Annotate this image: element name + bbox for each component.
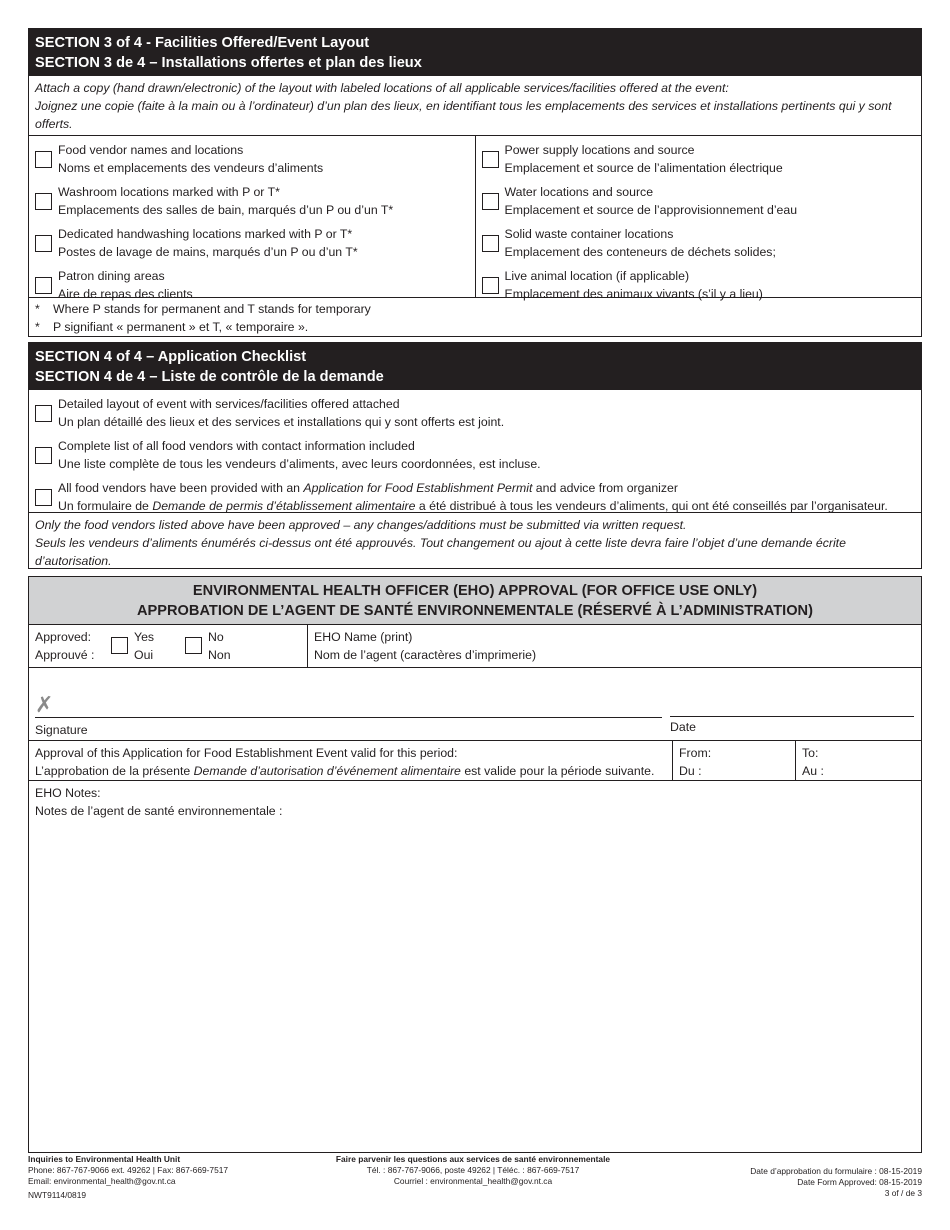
footnote-text-fr: P signifiant « permanent » et T, « temporaire ». xyxy=(53,320,309,334)
eho-approval-row xyxy=(29,624,921,667)
eho-header xyxy=(29,577,921,624)
page-number: 3 of / de 3 xyxy=(884,1188,922,1198)
section-3-instruction-en: Attach a copy (hand drawn/electronic) of the layout with labeled locations of all applicable services/facilities offered at the event: xyxy=(35,81,729,95)
approved-label xyxy=(35,628,111,664)
section-3 xyxy=(28,28,922,337)
facility-checkbox[interactable] xyxy=(35,151,52,168)
footer-mid-title: Faire parvenir les questions aux services de santé environnementale xyxy=(335,1154,611,1164)
form-approved-date-en: Date Form Approved: 08-15-2019 xyxy=(797,1177,922,1187)
to-label-en: To: xyxy=(802,746,819,760)
approved-no-checkbox[interactable] xyxy=(185,637,202,654)
section-3-left-column xyxy=(29,136,475,301)
section-4-title-fr: SECTION 4 de 4 – Liste de contrôle de la demande xyxy=(35,369,384,385)
facility-item xyxy=(29,139,475,181)
checklist-label-fr: Une liste complète de tous les vendeurs d’aliments, avec leurs coordonnées, est incluse. xyxy=(58,457,541,471)
facility-label-en: Washroom locations marked with P or T* xyxy=(58,185,280,199)
approved-cell xyxy=(29,625,307,667)
facility-checkbox[interactable] xyxy=(35,235,52,252)
approved-yes-checkbox[interactable] xyxy=(111,637,128,654)
text-part: est valide pour la période suivante. xyxy=(460,764,655,778)
footer-contact-en xyxy=(28,1154,328,1201)
facility-label-en: Live animal location (if applicable) xyxy=(504,269,690,283)
validity-row xyxy=(29,740,921,780)
no-label xyxy=(208,628,231,664)
facility-label-en: Patron dining areas xyxy=(58,269,165,283)
facility-checkbox[interactable] xyxy=(35,193,52,210)
form-approved-date-fr: Date d’approbation du formulaire : 08-15-2019 xyxy=(750,1166,922,1176)
validity-text xyxy=(29,741,672,780)
notice-fr: Seuls les vendeurs d’aliments énumérés ci-dessus ont été approuvés. Tout changement ou ajout à cette liste devra faire l’objet d’une demande écrite d’autorisation. xyxy=(35,536,846,568)
facility-label-fr: Noms et emplacements des vendeurs d’aliments xyxy=(58,161,324,175)
yes-label xyxy=(134,628,185,664)
facility-label-fr: Postes de lavage de mains, marqués d’un P ou d’un T* xyxy=(58,245,358,259)
approved-label-fr: Approuvé : xyxy=(35,648,95,662)
from-date-field[interactable] xyxy=(672,741,795,780)
section-3-header xyxy=(29,29,921,76)
text-part-italic: Demande d’autorisation d’événement alimentaire xyxy=(193,764,461,778)
section-3-checklist xyxy=(29,135,921,301)
eho-name-label-en: EHO Name (print) xyxy=(314,630,413,644)
facility-item xyxy=(476,223,922,265)
facility-item xyxy=(476,139,922,181)
footer-left-title: Inquiries to Environmental Health Unit xyxy=(28,1154,181,1164)
checklist-checkbox[interactable] xyxy=(35,489,52,506)
section-4-checklist xyxy=(29,390,921,512)
checklist-label-fr: Un plan détaillé des lieux et des services et installations qui y sont offerts est joint. xyxy=(58,415,505,429)
footnote-text-en: Where P stands for permanent and T stands for temporary xyxy=(53,302,371,316)
eho-title-fr: APPROBATION DE L’AGENT DE SANTÉ ENVIRONNEMENTALE (RÉSERVÉ À L’ADMINISTRATION) xyxy=(137,603,813,619)
facility-label-fr: Emplacement et source de l’approvisionnement d’eau xyxy=(504,203,798,217)
facility-item xyxy=(476,181,922,223)
date-label: Date xyxy=(670,720,696,734)
facility-label-fr: Emplacement et source de l’alimentation électrique xyxy=(504,161,783,175)
facility-label-fr: Emplacement des conteneurs de déchets solides; xyxy=(504,245,776,259)
checklist-label-en: Complete list of all food vendors with contact information included xyxy=(58,439,415,453)
facility-item xyxy=(29,223,475,265)
facility-label-fr: Emplacement des animaux vivants (s’il y a lieu) xyxy=(504,287,763,301)
signature-label: Signature xyxy=(35,723,88,737)
facility-checkbox[interactable] xyxy=(482,235,499,252)
text-part: Un formulaire de xyxy=(58,499,153,513)
checklist-item xyxy=(29,393,921,435)
facility-label-en: Food vendor names and locations xyxy=(58,143,244,157)
signature-field[interactable] xyxy=(35,690,662,718)
facility-checkbox[interactable] xyxy=(482,193,499,210)
text-part-italic: Demande de permis d’établissement alimentaire xyxy=(152,499,416,513)
checklist-item xyxy=(29,477,921,519)
section-3-title-en: SECTION 3 of 4 - Facilities Offered/Event Layout xyxy=(35,35,370,51)
validity-text-en: Approval of this Application for Food Establishment Event valid for this period: xyxy=(35,746,458,760)
footer-form-info xyxy=(622,1166,922,1199)
facility-label-en: Dedicated handwashing locations marked with P or T* xyxy=(58,227,353,241)
facility-item xyxy=(29,181,475,223)
facility-label-en: Power supply locations and source xyxy=(504,143,695,157)
text-part: and advice from organizer xyxy=(532,481,678,495)
facility-item xyxy=(476,265,922,307)
facility-checkbox[interactable] xyxy=(35,277,52,294)
checklist-item xyxy=(29,435,921,477)
signature-row xyxy=(29,667,921,740)
section-4-title-en: SECTION 4 of 4 – Application Checklist xyxy=(35,349,307,365)
notice-en: Only the food vendors listed above have been approved – any changes/additions must be submitted via written request. xyxy=(35,518,687,532)
asterisk: * xyxy=(35,302,40,316)
checklist-label-en: Detailed layout of event with services/facilities offered attached xyxy=(58,397,400,411)
section-4-notice xyxy=(29,512,921,572)
yes-label-en: Yes xyxy=(134,630,155,644)
validity-text-fr xyxy=(35,762,666,780)
eho-notes-field[interactable] xyxy=(29,780,921,1154)
checklist-checkbox[interactable] xyxy=(35,405,52,422)
eho-notes-label-fr: Notes de l’agent de santé environnementale : xyxy=(35,804,283,818)
no-label-en: No xyxy=(208,630,224,644)
section-3-instructions xyxy=(29,76,921,135)
footer-mid-phone: Tél. : 867-767-9066, poste 49262 | Téléc. : 867-669-7517 xyxy=(366,1165,580,1175)
footer-mid-email: Courriel : environmental_health@gov.nt.ca xyxy=(393,1176,553,1186)
facility-label-fr: Emplacements des salles de bain, marqués d’un P ou d’un T* xyxy=(58,203,394,217)
facility-label-fr: Aire de repas des clients xyxy=(58,287,193,301)
section-4-header xyxy=(29,343,921,390)
no-label-fr: Non xyxy=(208,648,231,662)
text-part-italic: Application for Food Establishment Permit xyxy=(303,481,533,495)
eho-name-label-fr: Nom de l’agent (caractères d’imprimerie) xyxy=(314,648,537,662)
section-3-title-fr: SECTION 3 de 4 – Installations offertes et plan des lieux xyxy=(35,55,422,71)
yes-label-fr: Oui xyxy=(134,648,154,662)
facility-label-en: Solid waste container locations xyxy=(504,227,674,241)
text-part: a été distribué à tous les vendeurs d’aliments, qui ont été conseillés par l’organisateur. xyxy=(415,499,888,513)
from-label-en: From: xyxy=(679,746,712,760)
footer-left-phone: Phone: 867-767-9066 ext. 49262 | Fax: 867-669-7517 xyxy=(28,1165,229,1175)
section-3-right-column xyxy=(475,136,922,301)
facility-checkbox[interactable] xyxy=(482,151,499,168)
section-3-instruction-fr: Joignez une copie (faite à la main ou à l’ordinateur) d’un plan des lieux, en identifiant tous les emplacements des services et installations pertinents qui y sont offerts. xyxy=(35,99,892,131)
footer-left-email: Email: environmental_health@gov.nt.ca xyxy=(28,1176,176,1186)
footer-contact-fr xyxy=(303,1154,643,1187)
from-label-fr: Du : xyxy=(679,764,702,778)
checklist-label-en xyxy=(58,479,888,497)
footnote-fr xyxy=(29,318,921,336)
date-field[interactable] xyxy=(670,690,914,717)
eho-name-field[interactable] xyxy=(307,625,921,667)
eho-approval xyxy=(28,576,922,1153)
checklist-checkbox[interactable] xyxy=(35,447,52,464)
asterisk: * xyxy=(35,320,40,334)
form-page xyxy=(28,28,922,818)
to-date-field[interactable] xyxy=(795,741,921,780)
text-part: L’approbation de la présente xyxy=(35,764,194,778)
eho-notes-label-en: EHO Notes: xyxy=(35,786,101,800)
checklist-label-fr xyxy=(58,497,888,515)
eho-title-en: ENVIRONMENTAL HEALTH OFFICER (EHO) APPROVAL (FOR OFFICE USE ONLY) xyxy=(192,583,758,599)
section-4 xyxy=(28,342,922,569)
facility-checkbox[interactable] xyxy=(482,277,499,294)
approved-label-en: Approved: xyxy=(35,630,92,644)
signature-x-icon: ✗ xyxy=(35,692,54,717)
form-code: NWT9114/0819 xyxy=(28,1190,87,1200)
to-label-fr: Au : xyxy=(802,764,824,778)
facility-label-en: Water locations and source xyxy=(504,185,654,199)
text-part: All food vendors have been provided with an xyxy=(58,481,304,495)
